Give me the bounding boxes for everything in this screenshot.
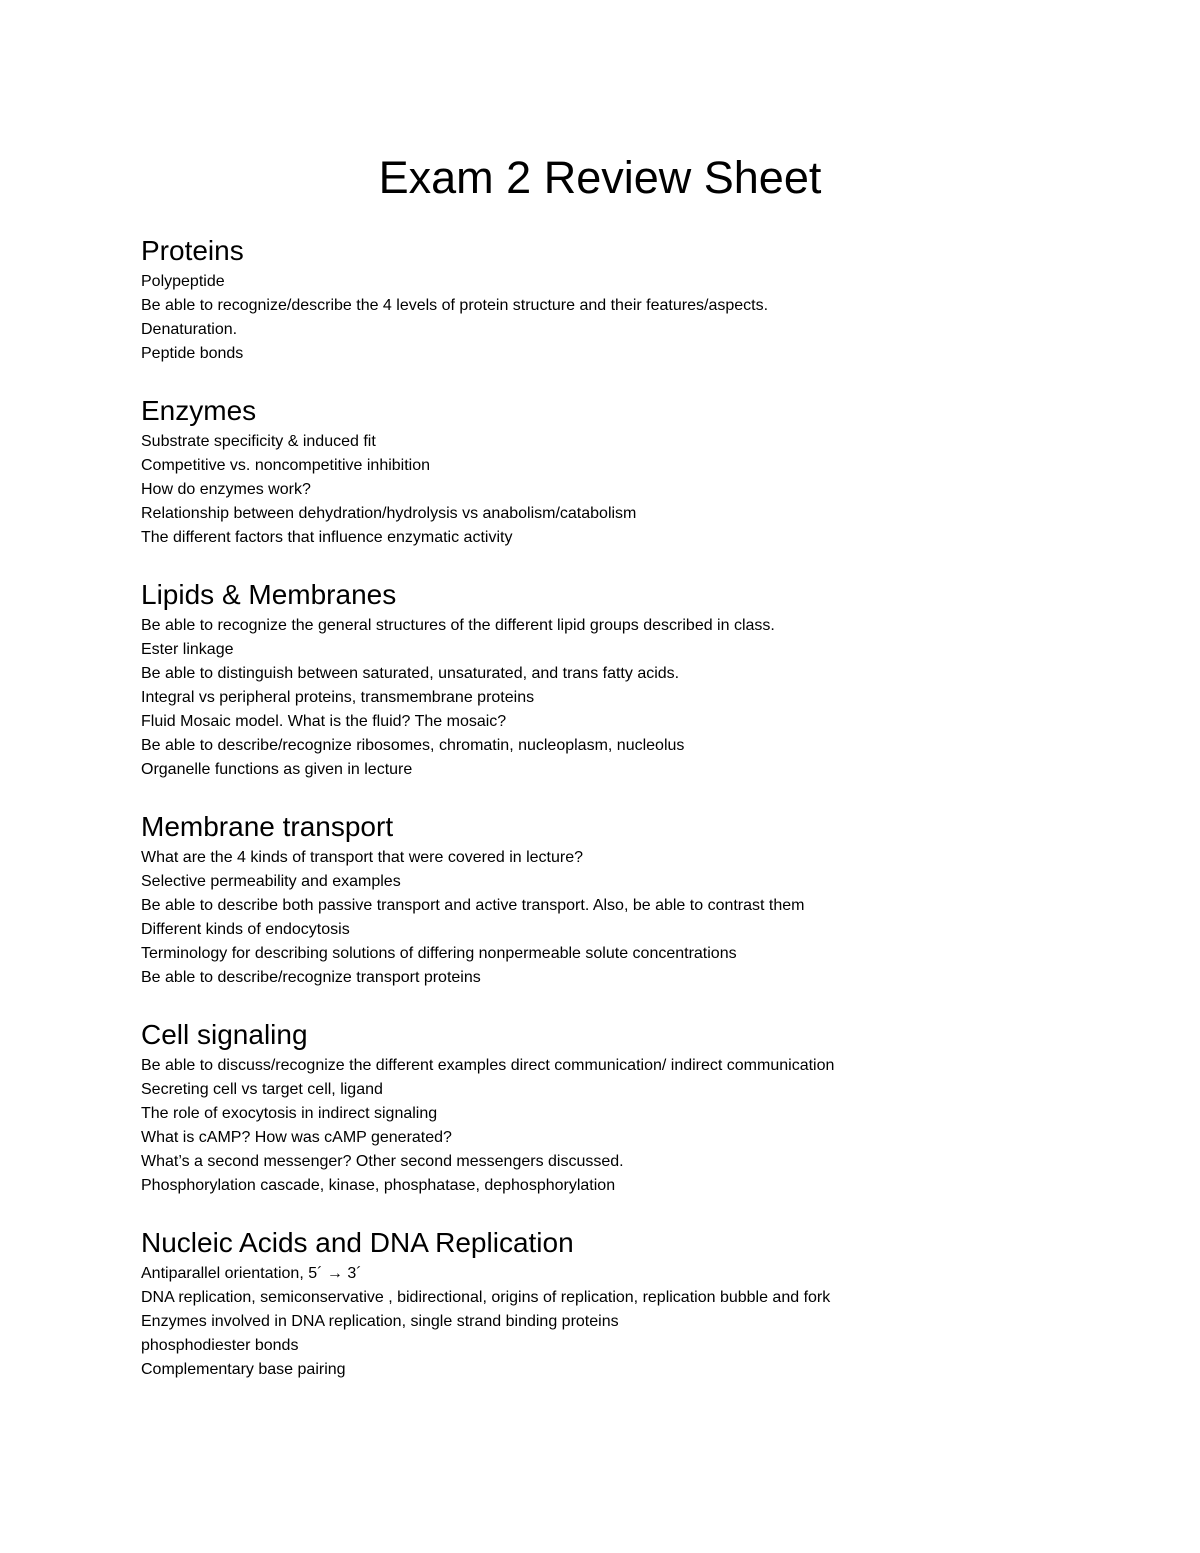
review-section [141, 578, 1101, 782]
topic-item: What are the 4 kinds of transport that were covered in lecture? [141, 849, 584, 866]
review-section [141, 234, 1101, 366]
topic-list [141, 430, 1101, 550]
review-section [141, 1018, 1101, 1198]
topic-item: The different factors that influence enzymatic activity [141, 529, 513, 546]
topic-item: The role of exocytosis in indirect signaling [141, 1105, 438, 1122]
topic-list [141, 846, 1101, 990]
section-spacer [141, 366, 1101, 394]
topic-item: Secreting cell vs target cell, ligand [141, 1081, 383, 1098]
topic-item: Competitive vs. noncompetitive inhibition [141, 457, 431, 474]
topic-item: Be able to describe/recognize transport proteins [141, 969, 481, 986]
topic-item: Substrate specificity & induced fit [141, 433, 376, 450]
section-spacer [141, 550, 1101, 578]
topic-item: Be able to recognize the general structures of the different lipid groups described in class. [141, 617, 775, 634]
review-section [141, 394, 1101, 550]
topic-item: Complementary base pairing [141, 1361, 346, 1378]
topic-item: phosphodiester bonds [141, 1337, 299, 1354]
review-section [141, 1226, 1101, 1382]
topic-list [141, 1262, 1101, 1382]
section-spacer [141, 782, 1101, 810]
topic-list [141, 1054, 1101, 1198]
section-heading: Enzymes [141, 395, 257, 426]
section-heading: Cell signaling [141, 1019, 308, 1050]
topic-item: How do enzymes work? [141, 481, 311, 498]
topic-item: Denaturation. [141, 321, 238, 338]
topic-item: Phosphorylation cascade, kinase, phosphatase, dephosphorylation [141, 1177, 616, 1194]
topic-item: Be able to describe both passive transport and active transport. Also, be able to contrast them [141, 897, 805, 914]
topic-item: Be able to distinguish between saturated, unsaturated, and trans fatty acids. [141, 665, 680, 682]
section-heading: Nucleic Acids and DNA Replication [141, 1227, 574, 1258]
topic-item: What’s a second messenger? Other second messengers discussed. [141, 1153, 624, 1170]
page-title: Exam 2 Review Sheet [378, 152, 822, 203]
review-section [141, 810, 1101, 990]
topic-item: Relationship between dehydration/hydrolysis vs anabolism/catabolism [141, 505, 637, 522]
topic-item: Organelle functions as given in lecture [141, 761, 413, 778]
section-heading: Lipids & Membranes [141, 579, 397, 610]
topic-list [141, 270, 1101, 366]
review-content [141, 234, 1101, 1382]
topic-item: Enzymes involved in DNA replication, single strand binding proteins [141, 1313, 619, 1330]
topic-item: Peptide bonds [141, 345, 244, 362]
topic-item: Integral vs peripheral proteins, transmembrane proteins [141, 689, 535, 706]
section-spacer [141, 1198, 1101, 1226]
topic-item: Polypeptide [141, 273, 225, 290]
topic-item: Fluid Mosaic model. What is the fluid? The mosaic? [141, 713, 507, 730]
topic-item: Different kinds of endocytosis [141, 921, 350, 938]
topic-item: Antiparallel orientation, 5´ → 3´ [141, 1265, 362, 1282]
topic-item: Be able to recognize/describe the 4 levels of protein structure and their features/aspects. [141, 297, 769, 314]
section-spacer [141, 990, 1101, 1018]
topic-item: DNA replication, semiconservative , bidirectional, origins of replication, replication bubble and fork [141, 1289, 831, 1306]
topic-item: Selective permeability and examples [141, 873, 401, 890]
topic-item: Ester linkage [141, 641, 234, 658]
topic-item: Be able to discuss/recognize the different examples direct communication/ indirect communication [141, 1057, 835, 1074]
section-heading: Membrane transport [141, 811, 394, 842]
topic-item: Be able to describe/recognize ribosomes, chromatin, nucleoplasm, nucleolus [141, 737, 685, 754]
topic-item: What is cAMP? How was cAMP generated? [141, 1129, 452, 1146]
topic-item: Terminology for describing solutions of differing nonpermeable solute concentrations [141, 945, 737, 962]
section-heading: Proteins [141, 235, 244, 266]
topic-list [141, 614, 1101, 782]
